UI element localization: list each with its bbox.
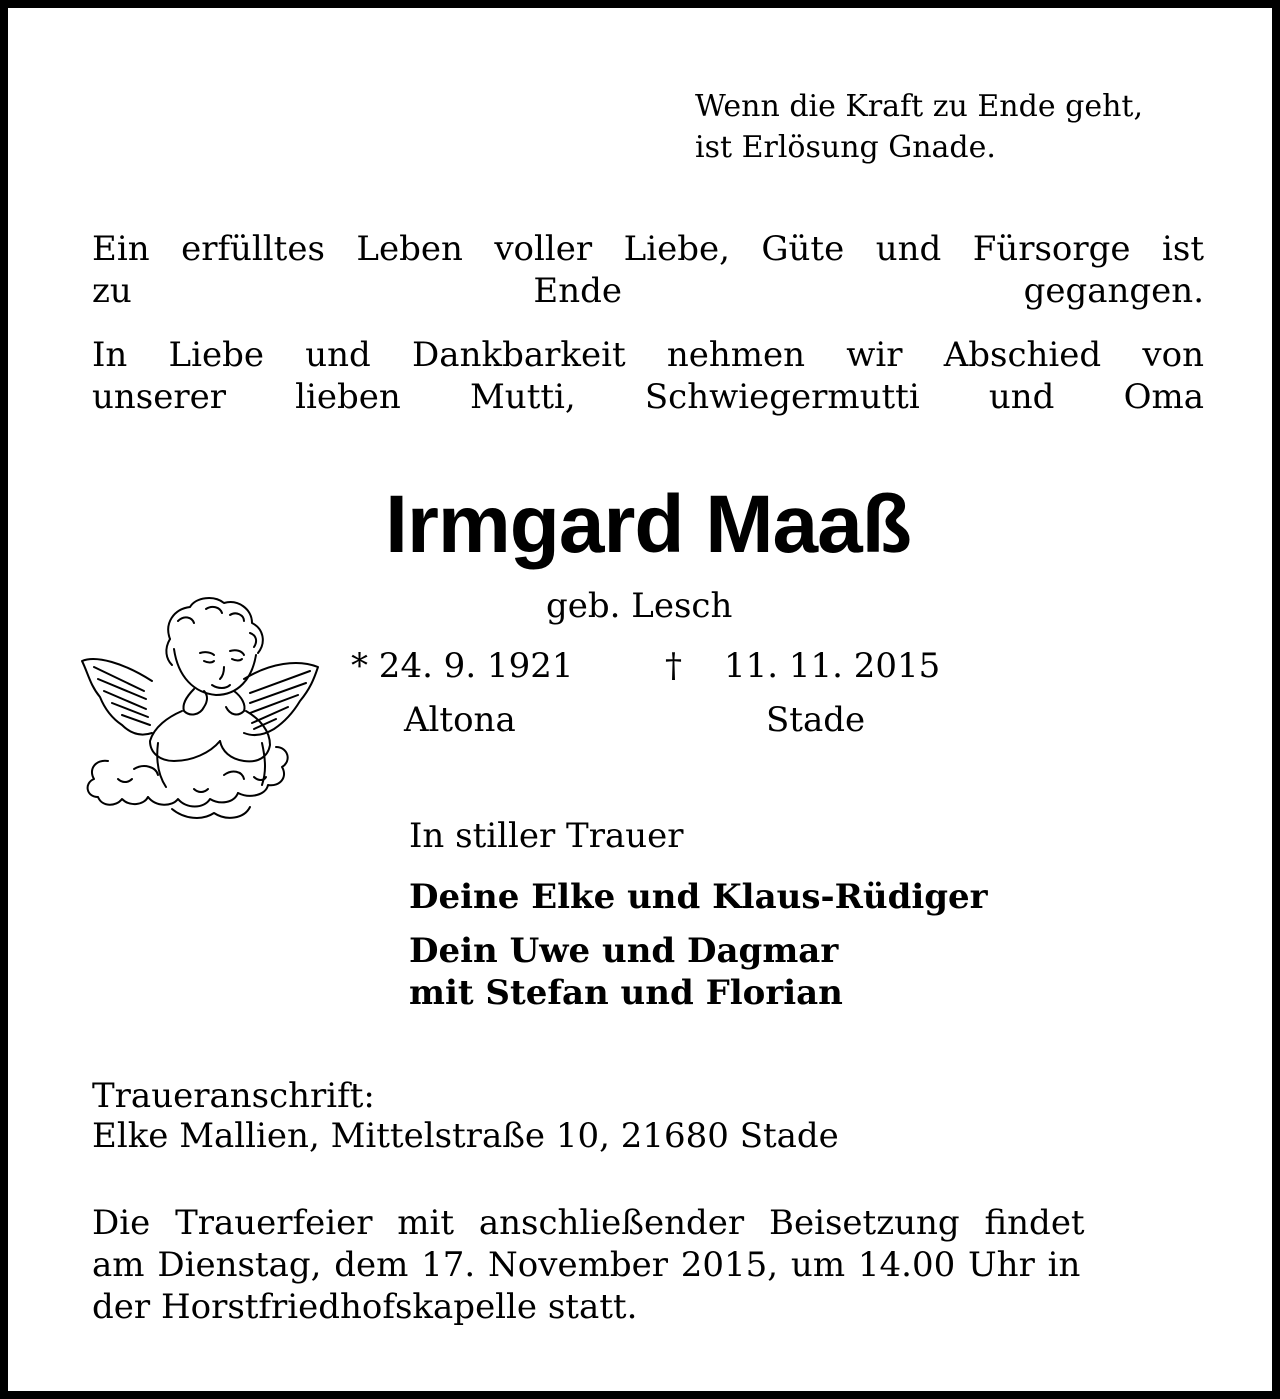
mourning-intro: In stiller Trauer <box>409 816 684 856</box>
ceremony-line-2: am Dienstag, dem 17. November 2015, um 14.00 Uhr in <box>92 1245 1081 1285</box>
mourner-line-2: Dein Uwe und Dagmar <box>409 931 839 971</box>
motto <box>695 86 1143 168</box>
death-place: Stade <box>766 700 866 740</box>
ceremony-line-1: Die Trauerfeier mit anschließender Beisetzung findet <box>92 1203 1085 1243</box>
ceremony-line-3: der Horstfriedhofskapelle statt. <box>92 1287 638 1327</box>
intro-paragraph-2 <box>92 334 1204 418</box>
intro-line-3: In Liebe und Dankbarkeit nehmen wir Abschied von <box>92 335 1204 375</box>
death-date: 11. 11. 2015 <box>724 646 941 686</box>
intro-line-4: unserer lieben Mutti, Schwiegermutti und Oma <box>92 377 1204 417</box>
motto-line-2: ist Erlösung Gnade. <box>695 130 996 165</box>
maiden-name: geb. Lesch <box>546 586 733 626</box>
address-label: Traueranschrift: <box>92 1076 375 1116</box>
deceased-name: Irmgard Maaß <box>385 479 911 570</box>
address-value: Elke Mallien, Mittelstraße 10, 21680 Stade <box>92 1116 839 1156</box>
birth-date: * 24. 9. 1921 <box>351 646 574 686</box>
death-cross-icon: † <box>665 646 682 686</box>
intro-line-1: Ein erfülltes Leben voller Liebe, Güte und Fürsorge ist <box>92 229 1204 269</box>
intro-paragraph-1 <box>92 228 1204 312</box>
angel-illustration <box>74 593 324 828</box>
birth-place: Altona <box>404 700 516 740</box>
mourner-line-1: Deine Elke und Klaus-Rüdiger <box>409 877 988 917</box>
mourner-line-3: mit Stefan und Florian <box>409 973 843 1013</box>
intro-line-2: zu Ende gegangen. <box>92 271 1204 311</box>
motto-line-1: Wenn die Kraft zu Ende geht, <box>695 89 1143 124</box>
ceremony-paragraph <box>92 1202 1204 1328</box>
